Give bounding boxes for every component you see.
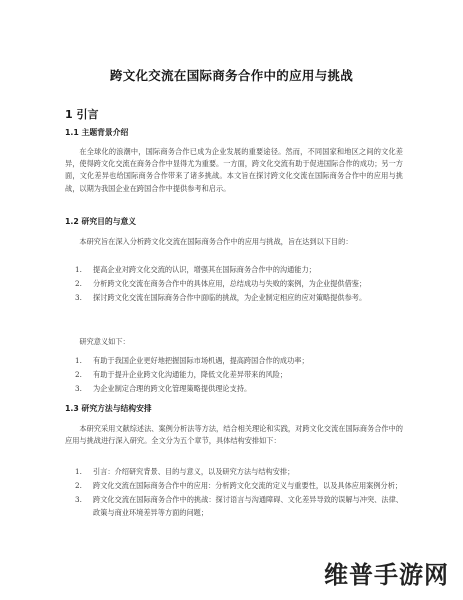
list-text: 跨文化交流在国际商务合作中的挑战：探讨语言与沟通障碍、文化差异导致的误解与冲突、法律、政策与商业环境差异等方面的问题； <box>93 495 403 517</box>
list-number: 1. <box>75 356 82 365</box>
list-text: 分析跨文化交流在商务合作中的具体应用，总结成功与失败的案例，为企业提供借鉴； <box>93 279 367 289</box>
list-number: 3. <box>75 495 82 505</box>
list-item <box>65 466 403 478</box>
purpose-intro-paragraph: 本研究旨在深入分析跨文化交流在国际商务合作中的应用与挑战，旨在达到以下目的： <box>79 237 353 246</box>
goals-list <box>65 264 403 307</box>
list-text: 引言：介绍研究背景、目的与意义，以及研究方法与结构安排； <box>93 467 295 476</box>
site-watermark: 维普手游网 <box>324 561 449 589</box>
list-text: 跨文化交流在国际商务合作中的应用：分析跨文化交流的定义与重要性，以及具体应用案例分析； <box>93 481 403 491</box>
list-number: 2. <box>75 481 82 491</box>
list-text: 提高企业对跨文化交流的认识，增强其在国际商务合作中的沟通能力； <box>93 265 316 274</box>
list-text: 探讨跨文化交流在国际商务合作中面临的挑战，为企业制定相应的应对策略提供参考。 <box>93 293 367 303</box>
background-paragraph: 在全球化的浪潮中，国际商务合作已成为企业发展的重要途径。然而，不同国家和地区之间的文化差异，使得跨文化交流在商务合作中显得尤为重要。一方面，跨文化交流有助于促进国际合作的成功；另一方面，文化差异也给国际商务合作带来了诸多挑战。本文旨在探讨跨文化交流在国际商务合作中的应用与挑战，以期为我国企业在跨国合作中提供参考和启示。 <box>65 147 403 193</box>
list-item <box>65 383 403 395</box>
list-item <box>65 355 403 367</box>
list-item <box>65 278 403 290</box>
list-number: 1. <box>75 265 82 274</box>
significance-list <box>65 355 403 398</box>
significance-label: 研究意义如下： <box>79 337 130 346</box>
list-number: 2. <box>75 279 82 289</box>
list-number: 1. <box>75 467 82 476</box>
list-number: 3. <box>75 293 82 303</box>
list-item <box>65 264 403 276</box>
list-number: 2. <box>75 370 82 380</box>
list-number: 3. <box>75 384 82 394</box>
document-title: 跨文化交流在国际商务合作中的应用与挑战 <box>109 68 354 83</box>
subsection-heading-background: 1.1 主题背景介绍 <box>65 128 129 137</box>
subsection-heading-methods: 1.3 研究方法与结构安排 <box>65 404 152 413</box>
section-heading-intro: 1 引言 <box>65 108 99 121</box>
list-item <box>65 292 403 304</box>
list-item <box>65 369 403 381</box>
list-text: 有助于我国企业更好地把握国际市场机遇，提高跨国合作的成功率； <box>93 356 309 365</box>
methods-paragraph: 本研究采用文献综述法、案例分析法等方法，结合相关理论和实践，对跨文化交流在国际商务合作中的应用与挑战进行深入研究。全文分为五个章节，具体结构安排如下： <box>65 424 403 446</box>
subsection-heading-purpose: 1.2 研究目的与意义 <box>65 217 137 226</box>
list-item <box>65 480 403 492</box>
list-text: 为企业制定合理的跨文化管理策略提供理论支持。 <box>93 384 252 394</box>
list-item <box>65 494 403 518</box>
chapters-list <box>65 466 403 521</box>
list-text: 有助于提升企业跨文化沟通能力，降低文化差异带来的风险； <box>93 370 288 380</box>
